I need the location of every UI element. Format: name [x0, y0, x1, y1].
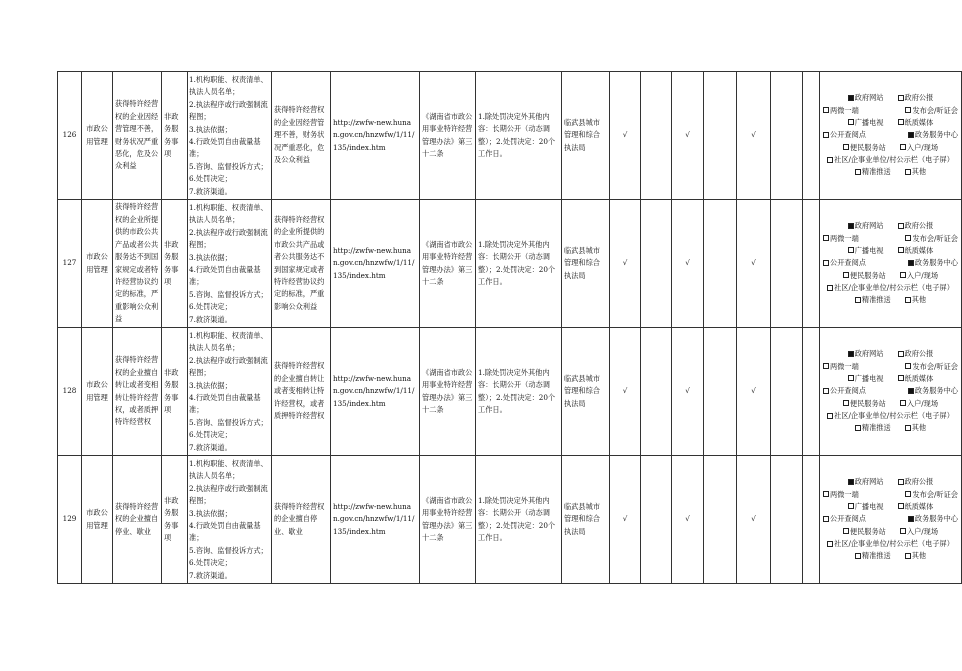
content-line: 3.执法依据； — [189, 508, 232, 518]
table-row — [58, 72, 962, 200]
channel-label: 纸质媒体 — [904, 117, 934, 127]
content-line: 1.机构职能、权责清单、执法人员名单； — [189, 459, 268, 481]
content-line: 4.行政处罚自由裁量基准； — [189, 265, 261, 287]
content-line: 4.行政处罚自由裁量基准； — [189, 137, 261, 159]
channel-option-community-board — [827, 410, 954, 422]
channel-option-service-center — [908, 513, 958, 525]
channel-option-press-conf — [905, 105, 958, 117]
channel-label: 政务服务中心 — [914, 130, 958, 140]
url-cell: http://zwfw-new.hunan.gov.cn/hnzwfw/1/11/135/index.htm — [331, 328, 420, 456]
org-cell: 临武县城市管理和综合执法局 — [562, 328, 610, 456]
content-line: 4.行政处罚自由裁量基准； — [189, 393, 261, 415]
check-cell: √ — [672, 200, 704, 328]
channel-option-two-weis — [823, 233, 859, 245]
checked-box-icon — [908, 516, 914, 522]
check-cell — [641, 328, 672, 456]
content-line: 6.处罚决定； — [189, 558, 232, 568]
channel-option-other — [905, 422, 926, 434]
channel-label: 精准推送 — [861, 551, 891, 561]
check-cell — [641, 456, 672, 584]
channel-label: 精准推送 — [861, 295, 891, 305]
channel-option-public-query — [823, 257, 866, 269]
unchecked-box-icon — [855, 169, 861, 175]
check-cell: √ — [737, 200, 771, 328]
channel-option-convenience-station — [843, 270, 886, 282]
unchecked-box-icon — [898, 119, 904, 125]
check-cell: √ — [672, 456, 704, 584]
table-row — [58, 200, 962, 328]
channel-label: 广播电视 — [854, 245, 884, 255]
channel-label: 入户/现场 — [906, 270, 939, 280]
check-cell — [771, 456, 803, 584]
channel-label: 政务服务中心 — [914, 258, 958, 268]
channel-line — [823, 513, 958, 525]
item-name-cell: 获得特许经营权的企业擅自停业、歇业 — [113, 456, 162, 584]
content-line: 1.机构职能、权责清单、执法人员名单； — [189, 331, 268, 353]
unchecked-box-icon — [905, 297, 911, 303]
channel-line — [823, 257, 958, 269]
content-line: 4.行政处罚自由裁量基准； — [189, 521, 261, 543]
checked-box-icon — [908, 388, 914, 394]
channel-option-community-board — [827, 282, 954, 294]
item-name-cell: 获得特许经营权的企业因经营管理不善，财务状况严重恶化，危及公众利益 — [113, 72, 162, 200]
channel-option-two-weis — [823, 105, 859, 117]
channel-line — [823, 270, 958, 282]
channel-line — [823, 154, 958, 166]
channel-option-two-weis — [823, 361, 859, 373]
unchecked-box-icon — [843, 272, 849, 278]
channel-label: 入户/现场 — [906, 398, 939, 408]
item-type-cell: 非政务服务事项 — [162, 328, 188, 456]
time-limit-cell: 1.除处罚决定外其他内容：长期公开（动态调整）；2.处罚决定：20个工作日。 — [476, 456, 562, 584]
channel-line — [823, 550, 958, 562]
content-line: 5.咨询、监督投诉方式； — [189, 545, 268, 555]
checked-box-icon — [908, 260, 914, 266]
content-line: 3.执法依据； — [189, 124, 232, 134]
channel-label: 纸质媒体 — [904, 501, 934, 511]
row-number-cell: 126 — [58, 72, 82, 200]
channel-label: 便民服务站 — [849, 270, 886, 280]
unchecked-box-icon — [898, 375, 904, 381]
check-cell: √ — [610, 72, 641, 200]
org-cell: 临武县城市管理和综合执法局 — [562, 72, 610, 200]
channel-label: 发布会/听证会 — [912, 233, 958, 243]
blank-cell — [803, 72, 820, 200]
channel-cell — [820, 200, 962, 328]
channel-label: 入户/现场 — [906, 142, 939, 152]
time-limit-cell: 1.除处罚决定外其他内容：长期公开（动态调整）；2.处罚决定：20个工作日。 — [476, 328, 562, 456]
channel-label: 两微一端 — [830, 233, 859, 243]
channel-option-broadcast-tv — [848, 501, 884, 513]
channel-label: 两微一端 — [830, 105, 859, 115]
org-cell: 临武县城市管理和综合执法局 — [562, 456, 610, 584]
channel-option-two-weis — [823, 489, 859, 501]
channel-option-push — [855, 294, 891, 306]
channel-line — [823, 476, 958, 488]
channel-label: 其他 — [911, 167, 927, 177]
category-cell: 市政公用管理 — [82, 456, 113, 584]
check-cell — [771, 200, 803, 328]
channel-option-convenience-station — [843, 398, 886, 410]
channel-cell — [820, 72, 962, 200]
basis-cell: 获得特许经营权的企业所提供的市政公共产品或者公共服务达不到国家规定或者特许经营协议约定的标准，严重影响公众利益 — [272, 200, 331, 328]
unchecked-box-icon — [855, 425, 861, 431]
unchecked-box-icon — [898, 95, 904, 101]
checked-box-icon — [848, 479, 854, 485]
content-line: 7.救济渠道。 — [189, 442, 232, 452]
check-cell: √ — [737, 328, 771, 456]
channel-option-other — [905, 166, 926, 178]
check-cell — [771, 328, 803, 456]
channel-line — [823, 282, 958, 294]
channel-label: 纸质媒体 — [904, 245, 934, 255]
url-cell: http://zwfw-new.hunan.gov.cn/hnzwfw/1/11/135/index.htm — [331, 72, 420, 200]
check-cell — [704, 456, 737, 584]
content-line: 7.救济渠道。 — [189, 570, 232, 580]
channel-line — [823, 422, 958, 434]
unchecked-box-icon — [898, 247, 904, 253]
channel-option-community-board — [827, 538, 954, 550]
item-name-cell: 获得特许经营权的企业所提供的市政公共产品或者公共服务达不到国家规定或者特许经营协议约定的标准，严重影响公众利益 — [113, 200, 162, 328]
channel-label: 公开查阅点 — [830, 386, 866, 396]
channel-label: 政府公报 — [904, 349, 934, 359]
channel-line — [823, 92, 958, 104]
channel-label: 发布会/听证会 — [912, 105, 958, 115]
org-cell: 临武县城市管理和综合执法局 — [562, 200, 610, 328]
unchecked-box-icon — [898, 503, 904, 509]
channel-label: 精准推送 — [861, 167, 891, 177]
basis-cell: 获得特许经营权的企业因经营管理不善，财务状况严重恶化，危及公众利益 — [272, 72, 331, 200]
channel-label: 两微一端 — [830, 489, 859, 499]
blank-cell — [803, 200, 820, 328]
law-cell: 《湖南省市政公用事业特许经营管理办法》第三十二条 — [420, 200, 476, 328]
check-cell — [704, 328, 737, 456]
check-cell — [704, 72, 737, 200]
channel-line — [823, 385, 958, 397]
unchecked-box-icon — [905, 235, 911, 241]
channel-option-other — [905, 294, 926, 306]
category-cell: 市政公用管理 — [82, 72, 113, 200]
channel-line — [823, 220, 958, 232]
unchecked-box-icon — [900, 144, 906, 150]
content-line: 5.咨询、监督投诉方式； — [189, 161, 268, 171]
content-line: 3.执法依据； — [189, 380, 232, 390]
unchecked-box-icon — [823, 235, 829, 241]
item-type-cell: 非政务服务事项 — [162, 72, 188, 200]
channel-label: 入户/现场 — [906, 526, 939, 536]
time-limit-cell: 1.除处罚决定外其他内容：长期公开（动态调整）；2.处罚决定：20个工作日。 — [476, 200, 562, 328]
channel-option-public-query — [823, 129, 866, 141]
channel-option-public-query — [823, 513, 866, 525]
channel-label: 发布会/听证会 — [912, 361, 958, 371]
channel-label: 社区/企事业单位/村公示栏（电子屏） — [834, 283, 954, 293]
check-cell — [704, 200, 737, 328]
content-line: 1.机构职能、权责清单、执法人员名单； — [189, 75, 268, 97]
disclosure-content-cell — [188, 328, 272, 456]
channel-label: 政府网站 — [854, 221, 884, 231]
content-line: 2.执法程序或行政强制流程图； — [189, 227, 268, 250]
unchecked-box-icon — [855, 297, 861, 303]
channel-line — [823, 526, 958, 538]
channel-option-door-site — [900, 526, 938, 538]
unchecked-box-icon — [848, 503, 854, 509]
channel-label: 政务服务中心 — [914, 386, 958, 396]
channel-option-press-conf — [905, 233, 958, 245]
content-line: 3.执法依据； — [189, 252, 232, 262]
channel-option-print-media — [898, 117, 934, 129]
channel-label: 精准推送 — [861, 423, 891, 433]
check-cell: √ — [672, 328, 704, 456]
channel-option-press-conf — [905, 489, 958, 501]
channel-option-gov-gazette — [898, 220, 934, 232]
channel-label: 社区/企事业单位/村公示栏（电子屏） — [834, 155, 954, 165]
channel-label: 政府网站 — [854, 477, 884, 487]
channel-option-gov-website — [848, 348, 884, 360]
check-cell — [641, 72, 672, 200]
content-line: 1.机构职能、权责清单、执法人员名单； — [189, 203, 268, 225]
channel-line — [823, 538, 958, 550]
channel-line — [823, 142, 958, 154]
content-line: 6.处罚决定； — [189, 302, 232, 312]
channel-option-print-media — [898, 373, 934, 385]
channel-option-service-center — [908, 385, 958, 397]
unchecked-box-icon — [905, 553, 911, 559]
table-row — [58, 328, 962, 456]
channel-label: 纸质媒体 — [904, 373, 934, 383]
unchecked-box-icon — [898, 351, 904, 357]
channel-label: 公开查阅点 — [830, 130, 866, 140]
channel-line — [823, 105, 958, 117]
channel-label: 政务服务中心 — [914, 514, 958, 524]
channel-option-print-media — [898, 245, 934, 257]
unchecked-box-icon — [823, 491, 829, 497]
blank-cell — [803, 456, 820, 584]
channel-option-broadcast-tv — [848, 245, 884, 257]
channel-option-convenience-station — [843, 142, 886, 154]
channel-label: 广播电视 — [854, 501, 884, 511]
check-cell — [771, 72, 803, 200]
channel-label: 政府公报 — [904, 477, 934, 487]
content-line: 5.咨询、监督投诉方式； — [189, 289, 268, 299]
unchecked-box-icon — [827, 285, 833, 291]
check-cell: √ — [610, 328, 641, 456]
unchecked-box-icon — [823, 363, 829, 369]
unchecked-box-icon — [855, 553, 861, 559]
channel-option-gov-website — [848, 92, 884, 104]
channel-line — [823, 361, 958, 373]
content-line: 2.执法程序或行政强制流程图； — [189, 99, 268, 122]
unchecked-box-icon — [848, 375, 854, 381]
channel-line — [823, 489, 958, 501]
channel-label: 政府网站 — [854, 93, 884, 103]
channel-label: 其他 — [911, 551, 927, 561]
channel-label: 政府公报 — [904, 93, 934, 103]
channel-label: 公开查阅点 — [830, 514, 866, 524]
channel-line — [823, 398, 958, 410]
channel-option-broadcast-tv — [848, 373, 884, 385]
content-line: 7.救济渠道。 — [189, 314, 232, 324]
unchecked-box-icon — [900, 528, 906, 534]
channel-label: 政府网站 — [854, 349, 884, 359]
unchecked-box-icon — [905, 491, 911, 497]
channel-line — [823, 117, 958, 129]
channel-label: 社区/企事业单位/村公示栏（电子屏） — [834, 539, 954, 549]
unchecked-box-icon — [900, 400, 906, 406]
channel-option-gov-gazette — [898, 476, 934, 488]
law-cell: 《湖南省市政公用事业特许经营管理办法》第三十二条 — [420, 72, 476, 200]
unchecked-box-icon — [823, 107, 829, 113]
channel-option-door-site — [900, 270, 938, 282]
disclosure-content-cell — [188, 456, 272, 584]
channel-line — [823, 501, 958, 513]
unchecked-box-icon — [843, 528, 849, 534]
disclosure-content-cell — [188, 200, 272, 328]
content-line: 6.处罚决定； — [189, 430, 232, 440]
content-line: 6.处罚决定； — [189, 174, 232, 184]
channel-line — [823, 294, 958, 306]
check-cell — [641, 200, 672, 328]
category-cell: 市政公用管理 — [82, 200, 113, 328]
content-line: 5.咨询、监督投诉方式； — [189, 417, 268, 427]
unchecked-box-icon — [823, 260, 829, 266]
unchecked-box-icon — [905, 363, 911, 369]
unchecked-box-icon — [827, 541, 833, 547]
channel-line — [823, 348, 958, 360]
channel-cell — [820, 456, 962, 584]
table-row — [58, 456, 962, 584]
channel-option-print-media — [898, 501, 934, 513]
unchecked-box-icon — [905, 169, 911, 175]
channel-cell — [820, 328, 962, 456]
check-cell: √ — [610, 456, 641, 584]
unchecked-box-icon — [827, 157, 833, 163]
checked-box-icon — [848, 351, 854, 357]
unchecked-box-icon — [898, 479, 904, 485]
channel-line — [823, 129, 958, 141]
blank-cell — [803, 328, 820, 456]
row-number-cell: 127 — [58, 200, 82, 328]
unchecked-box-icon — [827, 413, 833, 419]
channel-line — [823, 245, 958, 257]
item-name-cell: 获得特许经营权的企业擅自转让或者变相转让特许经营权，或者质押特许经营权 — [113, 328, 162, 456]
channel-label: 两微一端 — [830, 361, 859, 371]
unchecked-box-icon — [905, 107, 911, 113]
content-line: 7.救济渠道。 — [189, 186, 232, 196]
time-limit-cell: 1.除处罚决定外其他内容：长期公开（动态调整）；2.处罚决定：20个工作日。 — [476, 72, 562, 200]
channel-line — [823, 233, 958, 245]
channel-option-gov-gazette — [898, 92, 934, 104]
channel-option-other — [905, 550, 926, 562]
unchecked-box-icon — [843, 144, 849, 150]
channel-option-door-site — [900, 398, 938, 410]
law-cell: 《湖南省市政公用事业特许经营管理办法》第三十二条 — [420, 456, 476, 584]
law-cell: 《湖南省市政公用事业特许经营管理办法》第三十二条 — [420, 328, 476, 456]
channel-line — [823, 166, 958, 178]
disclosure-content-cell — [188, 72, 272, 200]
channel-label: 其他 — [911, 423, 927, 433]
unchecked-box-icon — [823, 516, 829, 522]
content-line: 2.执法程序或行政强制流程图； — [189, 483, 268, 506]
unchecked-box-icon — [848, 119, 854, 125]
check-cell: √ — [610, 200, 641, 328]
unchecked-box-icon — [843, 400, 849, 406]
checked-box-icon — [848, 95, 854, 101]
item-type-cell: 非政务服务事项 — [162, 456, 188, 584]
channel-line — [823, 410, 958, 422]
channel-label: 政府公报 — [904, 221, 934, 231]
channel-option-community-board — [827, 154, 954, 166]
channel-option-push — [855, 422, 891, 434]
channel-option-push — [855, 166, 891, 178]
channel-label: 便民服务站 — [849, 398, 886, 408]
channel-label: 公开查阅点 — [830, 258, 866, 268]
channel-line — [823, 373, 958, 385]
check-cell: √ — [737, 456, 771, 584]
unchecked-box-icon — [900, 272, 906, 278]
unchecked-box-icon — [848, 247, 854, 253]
channel-option-convenience-station — [843, 526, 886, 538]
check-cell: √ — [672, 72, 704, 200]
basis-cell: 获得特许经营权的企业擅自停业、歇业 — [272, 456, 331, 584]
checked-box-icon — [908, 132, 914, 138]
content-line: 2.执法程序或行政强制流程图； — [189, 355, 268, 378]
channel-label: 广播电视 — [854, 373, 884, 383]
channel-label: 社区/企事业单位/村公示栏（电子屏） — [834, 411, 954, 421]
check-cell: √ — [737, 72, 771, 200]
unchecked-box-icon — [898, 223, 904, 229]
unchecked-box-icon — [823, 132, 829, 138]
channel-option-public-query — [823, 385, 866, 397]
category-cell: 市政公用管理 — [82, 328, 113, 456]
channel-option-broadcast-tv — [848, 117, 884, 129]
channel-label: 发布会/听证会 — [912, 489, 958, 499]
row-number-cell: 129 — [58, 456, 82, 584]
channel-option-gov-website — [848, 476, 884, 488]
channel-option-press-conf — [905, 361, 958, 373]
channel-label: 便民服务站 — [849, 526, 886, 536]
channel-option-service-center — [908, 129, 958, 141]
channel-label: 广播电视 — [854, 117, 884, 127]
row-number-cell: 128 — [58, 328, 82, 456]
channel-option-push — [855, 550, 891, 562]
unchecked-box-icon — [823, 388, 829, 394]
url-cell: http://zwfw-new.hunan.gov.cn/hnzwfw/1/11/135/index.htm — [331, 200, 420, 328]
disclosure-table — [57, 71, 962, 584]
unchecked-box-icon — [905, 425, 911, 431]
channel-option-door-site — [900, 142, 938, 154]
channel-option-gov-website — [848, 220, 884, 232]
channel-label: 其他 — [911, 295, 927, 305]
basis-cell: 获得特许经营权的企业擅自转让或者变相转让特许经营权，或者质押特许经营权 — [272, 328, 331, 456]
channel-option-gov-gazette — [898, 348, 934, 360]
url-cell: http://zwfw-new.hunan.gov.cn/hnzwfw/1/11/135/index.htm — [331, 456, 420, 584]
item-type-cell: 非政务服务事项 — [162, 200, 188, 328]
channel-option-service-center — [908, 257, 958, 269]
channel-label: 便民服务站 — [849, 142, 886, 152]
checked-box-icon — [848, 223, 854, 229]
